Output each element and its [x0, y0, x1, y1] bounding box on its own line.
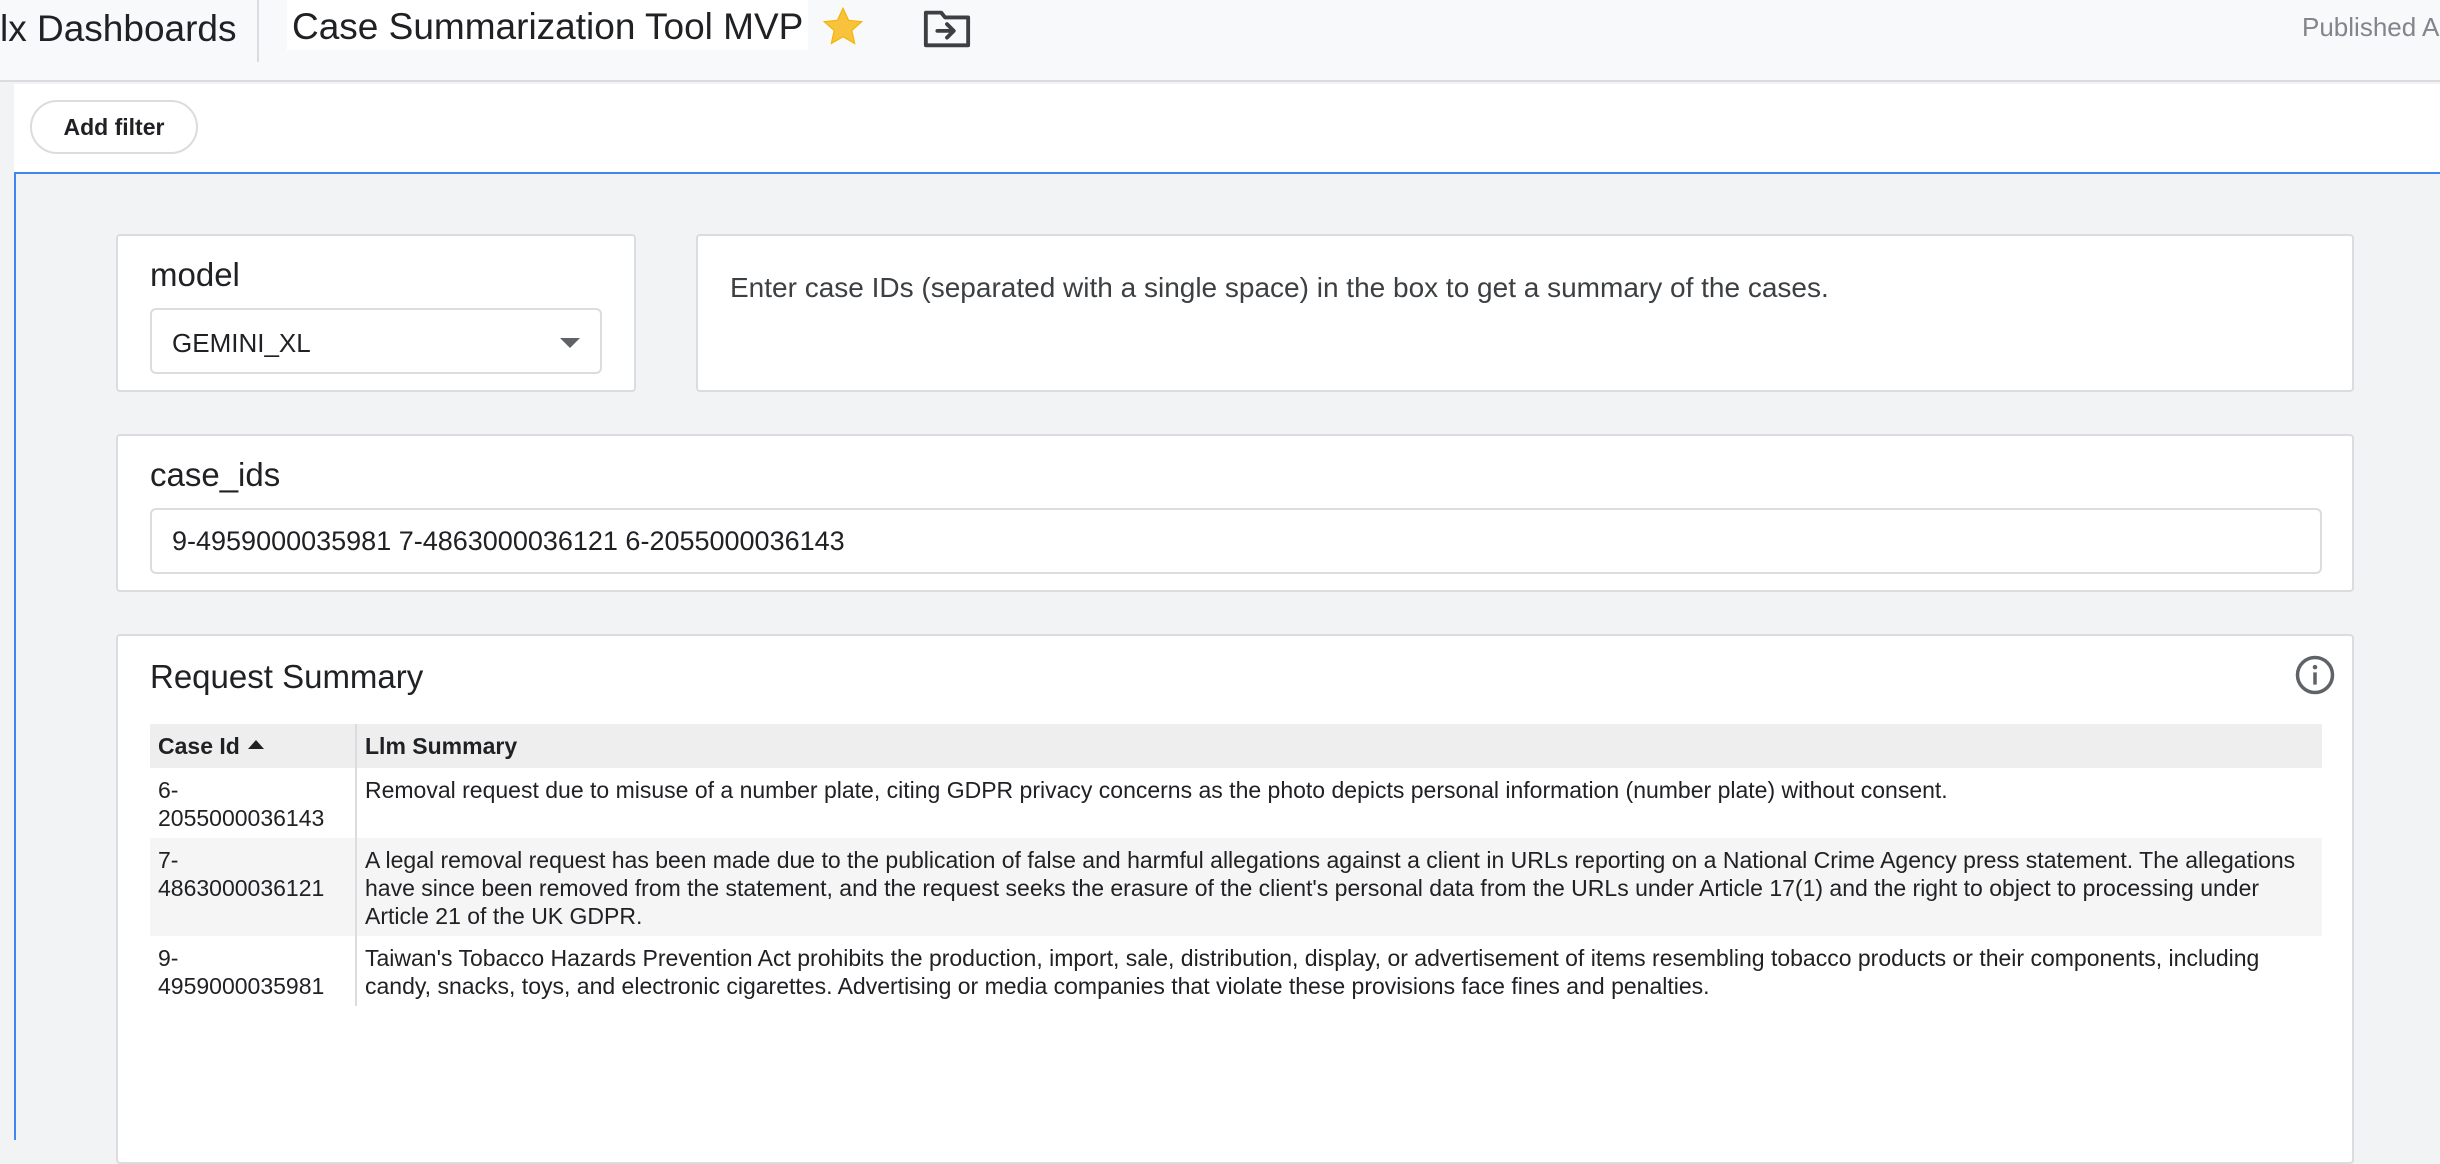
sort-ascending-icon[interactable] — [248, 740, 264, 749]
top-header — [0, 0, 2440, 82]
published-status: Published A — [2302, 12, 2440, 42]
summary-cell: A legal removal request has been made due to the publication of false and harmful allegations against a client in URLs reporting on a National Crime Agency press statement. The allegations have since been removed from the statement, and the request seeks the erasure of the client's personal data from the URLs under Article 17(1) and the right to object to processing under Article 21 of the UK GDPR. — [356, 838, 2322, 936]
dashboard-title[interactable]: Case Summarization Tool MVP — [287, 0, 808, 50]
case-ids-label: case_ids — [150, 456, 281, 493]
table-header-row — [150, 724, 2322, 768]
case-ids-control-card — [116, 434, 2354, 592]
summary-cell: Removal request due to misuse of a number plate, citing GDPR privacy concerns as the photo depicts personal information (number plate) without consent. — [365, 777, 1948, 803]
case-id-cell: 9- 4959000035981 — [150, 936, 356, 1006]
column-header-label: Case Id — [158, 732, 240, 759]
model-select-value: GEMINI_XL — [172, 328, 311, 358]
model-label: model — [150, 256, 240, 293]
summary-table — [150, 724, 2322, 1006]
case-id-cell: 6- 2055000036143 — [150, 768, 356, 838]
model-select[interactable] — [150, 308, 602, 374]
table-title: Request Summary — [150, 658, 424, 695]
chevron-down-icon[interactable] — [560, 338, 580, 348]
column-header-label: Llm Summary — [365, 732, 518, 759]
column-header-llm-summary[interactable] — [356, 724, 2322, 768]
summary-cell: Taiwan's Tobacco Hazards Prevention Act prohibits the production, import, sale, distribution, display, or advertisement of items resembling tobacco products or their components, including candy, snacks, toys, and electronic cigarettes. Advertising or media companies that violate these provisions face fines and penalties. — [365, 945, 2260, 999]
table-row — [150, 936, 2322, 1006]
model-control-card — [116, 234, 636, 392]
instructions-card — [696, 234, 2354, 392]
filter-bar — [14, 84, 2440, 174]
instructions-text: Enter case IDs (separated with a single space) in the box to get a summary of the cases. — [730, 272, 1829, 303]
header-divider — [257, 0, 259, 62]
case-id-cell: 7- 4863000036121 — [150, 838, 356, 936]
app-name[interactable]: lx Dashboards — [0, 8, 237, 49]
folder-move-icon[interactable] — [922, 6, 972, 50]
dashboard-canvas — [16, 174, 2440, 1140]
column-header-case-id[interactable] — [150, 724, 356, 768]
table-row — [150, 838, 2322, 936]
table-row — [150, 768, 2322, 838]
add-filter-button[interactable]: Add filter — [30, 100, 198, 154]
info-icon[interactable] — [2294, 654, 2336, 696]
request-summary-card — [116, 634, 2354, 1164]
star-icon[interactable] — [820, 4, 866, 50]
case-ids-input[interactable] — [150, 508, 2322, 574]
